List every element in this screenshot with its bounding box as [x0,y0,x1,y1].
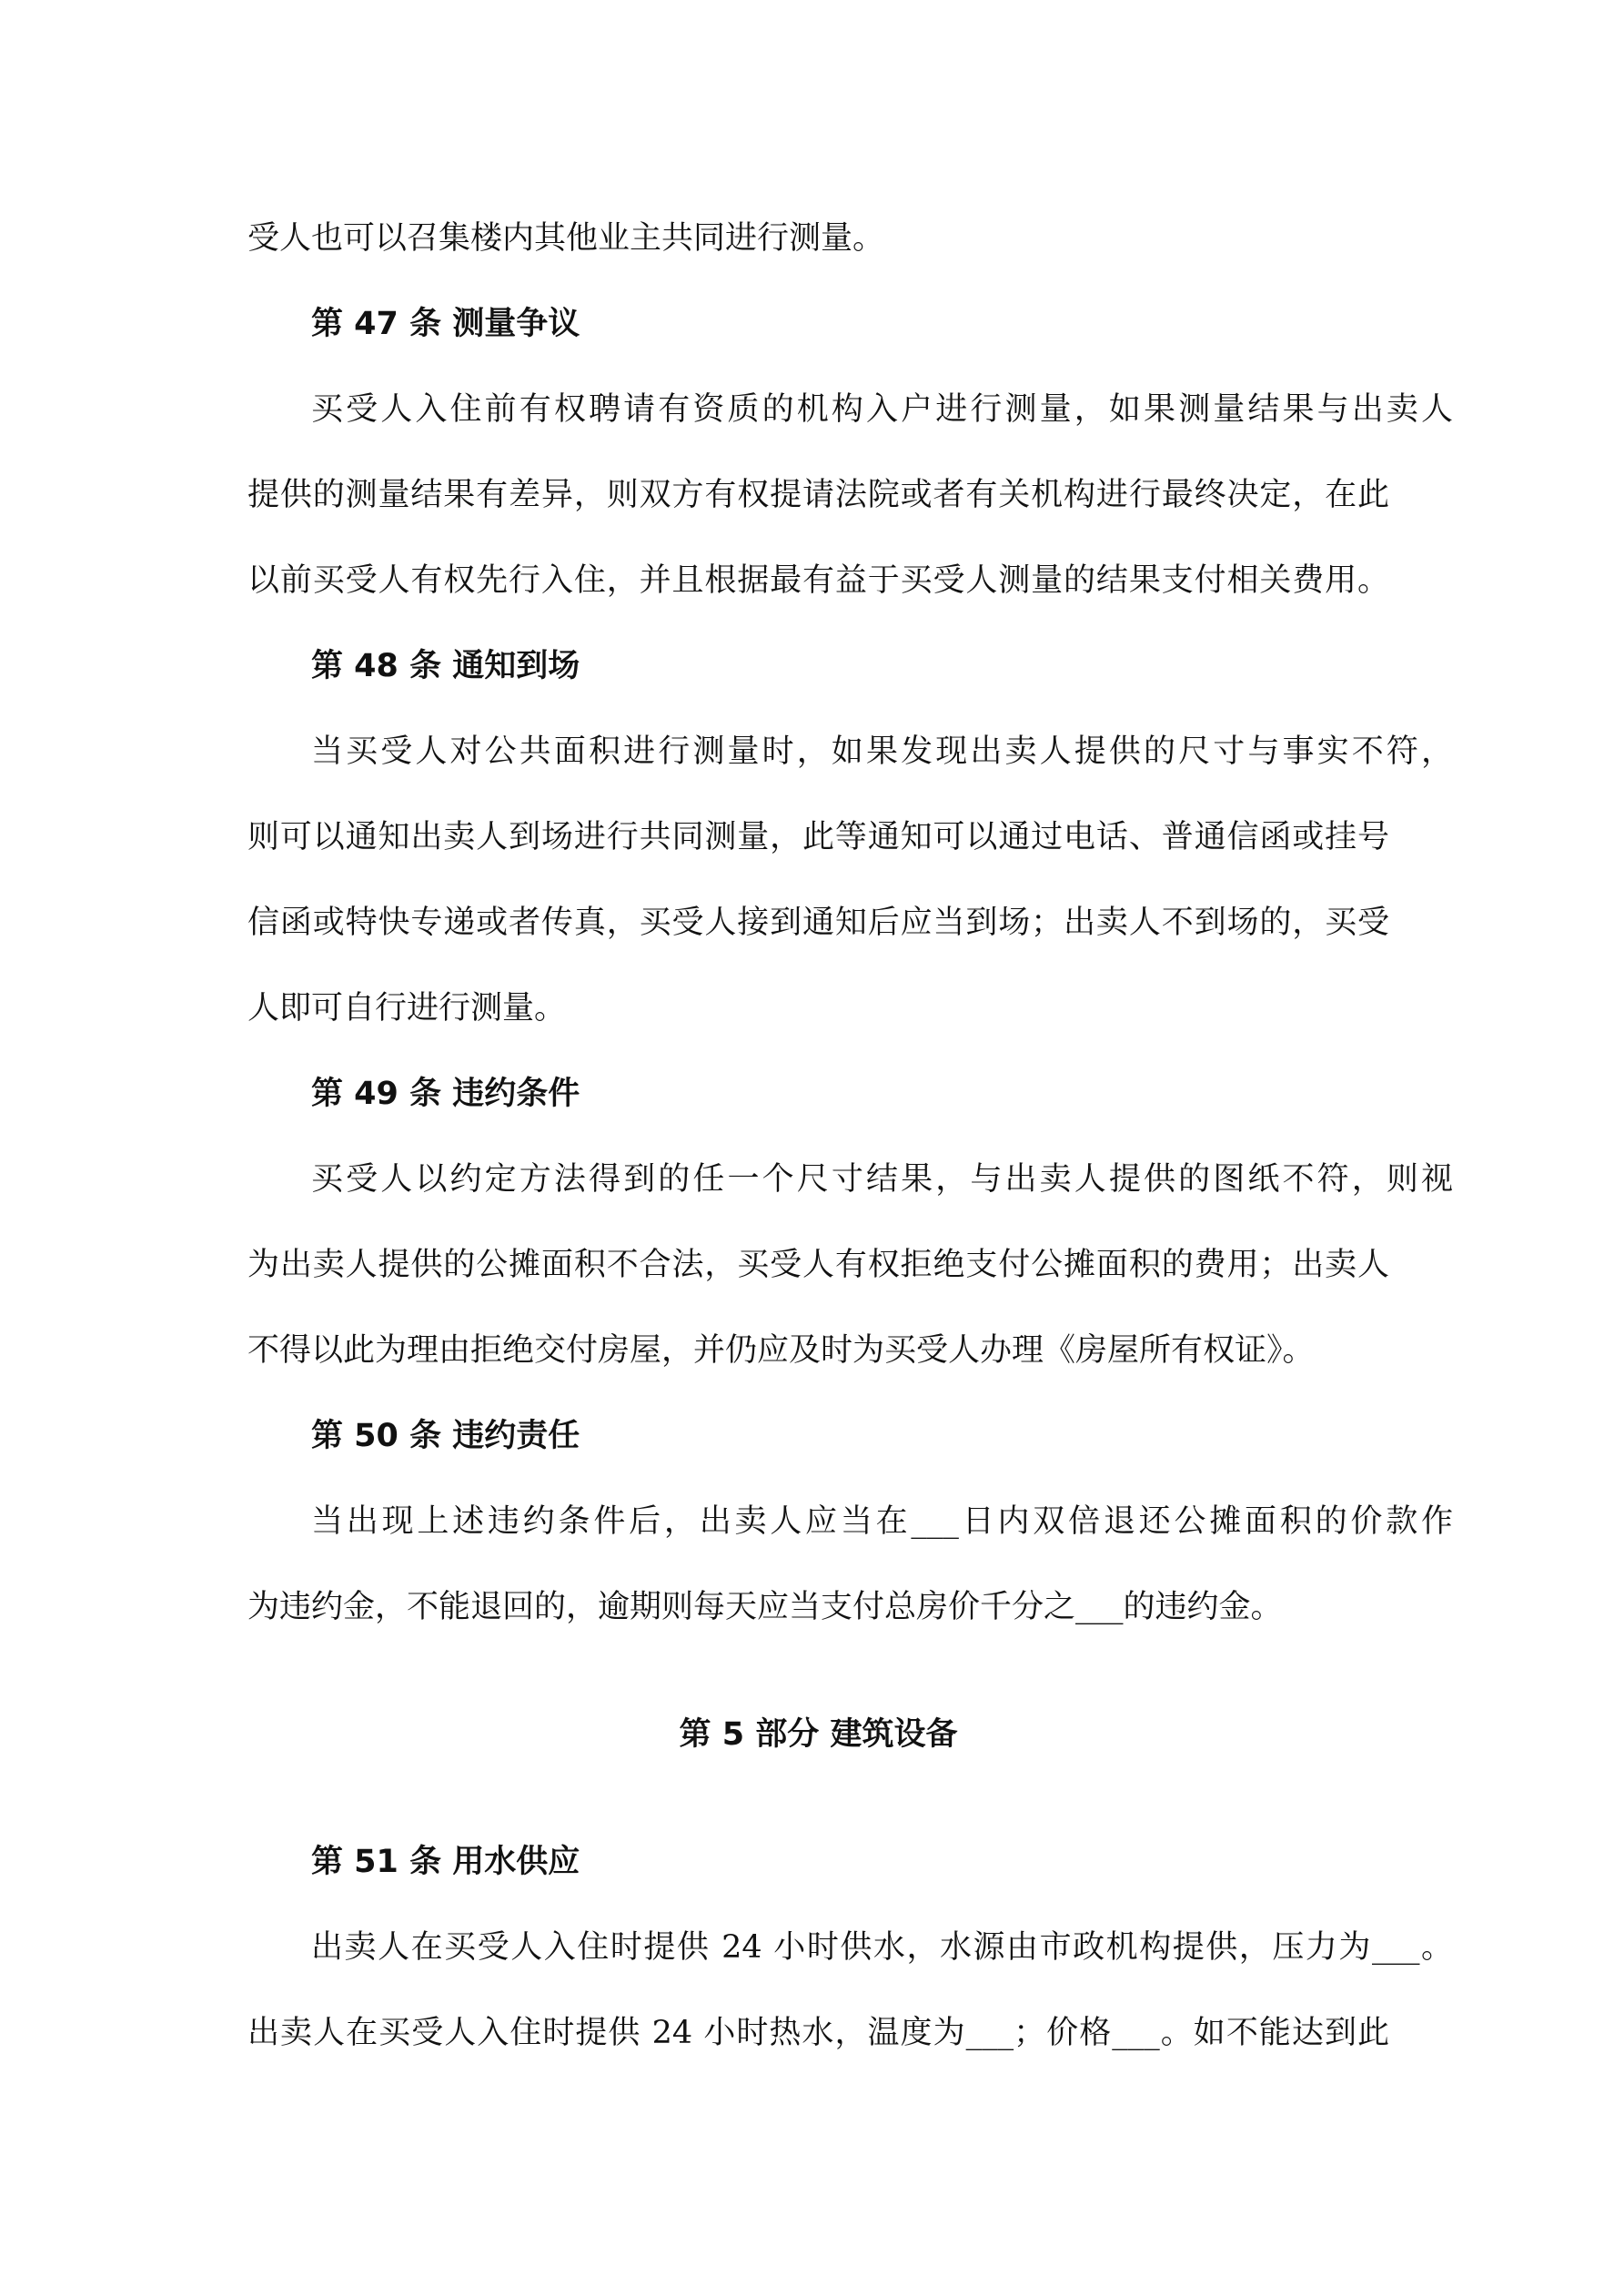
article-49-heading: 第 49 条 违约条件 [311,1076,580,1112]
paragraph-line: 不得以此为理由拒绝交付房屋，并仍应及时为买受人办理《房屋所有权证》。 [247,1332,1315,1369]
article-51-heading: 第 51 条 用水供应 [311,1844,580,1880]
paragraph-line: 人即可自行进行测量。 [247,990,567,1027]
paragraph-line: 信函或特快专递或者传真，买受人接到通知后应当到场；出卖人不到场的，买受 [247,905,1389,941]
paragraph-line: 出卖人在买受人入住时提供 24 小时供水，水源由市政机构提供，压力为___。 [311,1929,1453,1966]
paragraph-line: 当出现上述违约条件后，出卖人应当在___日内双倍退还公摊面积的价款作 [311,1503,1453,1540]
part-5-title: 第 5 部分 建筑设备 [679,1716,958,1753]
paragraph-line: 买受人入住前有权聘请有资质的机构入户进行测量，如果测量结果与出卖人 [311,391,1453,428]
paragraph-line: 出卖人在买受人入住时提供 24 小时热水，温度为___；价格___。如不能达到此 [247,2015,1389,2051]
article-48-heading: 第 48 条 通知到场 [311,648,580,684]
paragraph-line: 当买受人对公共面积进行测量时，如果发现出卖人提供的尺寸与事实不符， [311,733,1453,770]
paragraph-line: 受人也可以召集楼内其他业主共同进行测量。 [247,220,885,257]
paragraph-line: 提供的测量结果有差异，则双方有权提请法院或者有关机构进行最终决定，在此 [247,477,1389,513]
paragraph-line: 买受人以约定方法得到的任一个尺寸结果，与出卖人提供的图纸不符，则视 [311,1161,1453,1198]
article-50-heading: 第 50 条 违约责任 [311,1418,580,1454]
paragraph-line: 为违约金，不能退回的，逾期则每天应当支付总房价千分之___的违约金。 [247,1589,1283,1625]
paragraph-line: 则可以通知出卖人到场进行共同测量，此等通知可以通过电话、普通信函或挂号 [247,819,1389,855]
paragraph-line: 以前买受人有权先行入住，并且根据最有益于买受人测量的结果支付相关费用。 [247,562,1389,599]
article-47-heading: 第 47 条 测量争议 [311,306,580,342]
paragraph-line: 为出卖人提供的公摊面积不合法，买受人有权拒绝支付公摊面积的费用；出卖人 [247,1247,1389,1283]
